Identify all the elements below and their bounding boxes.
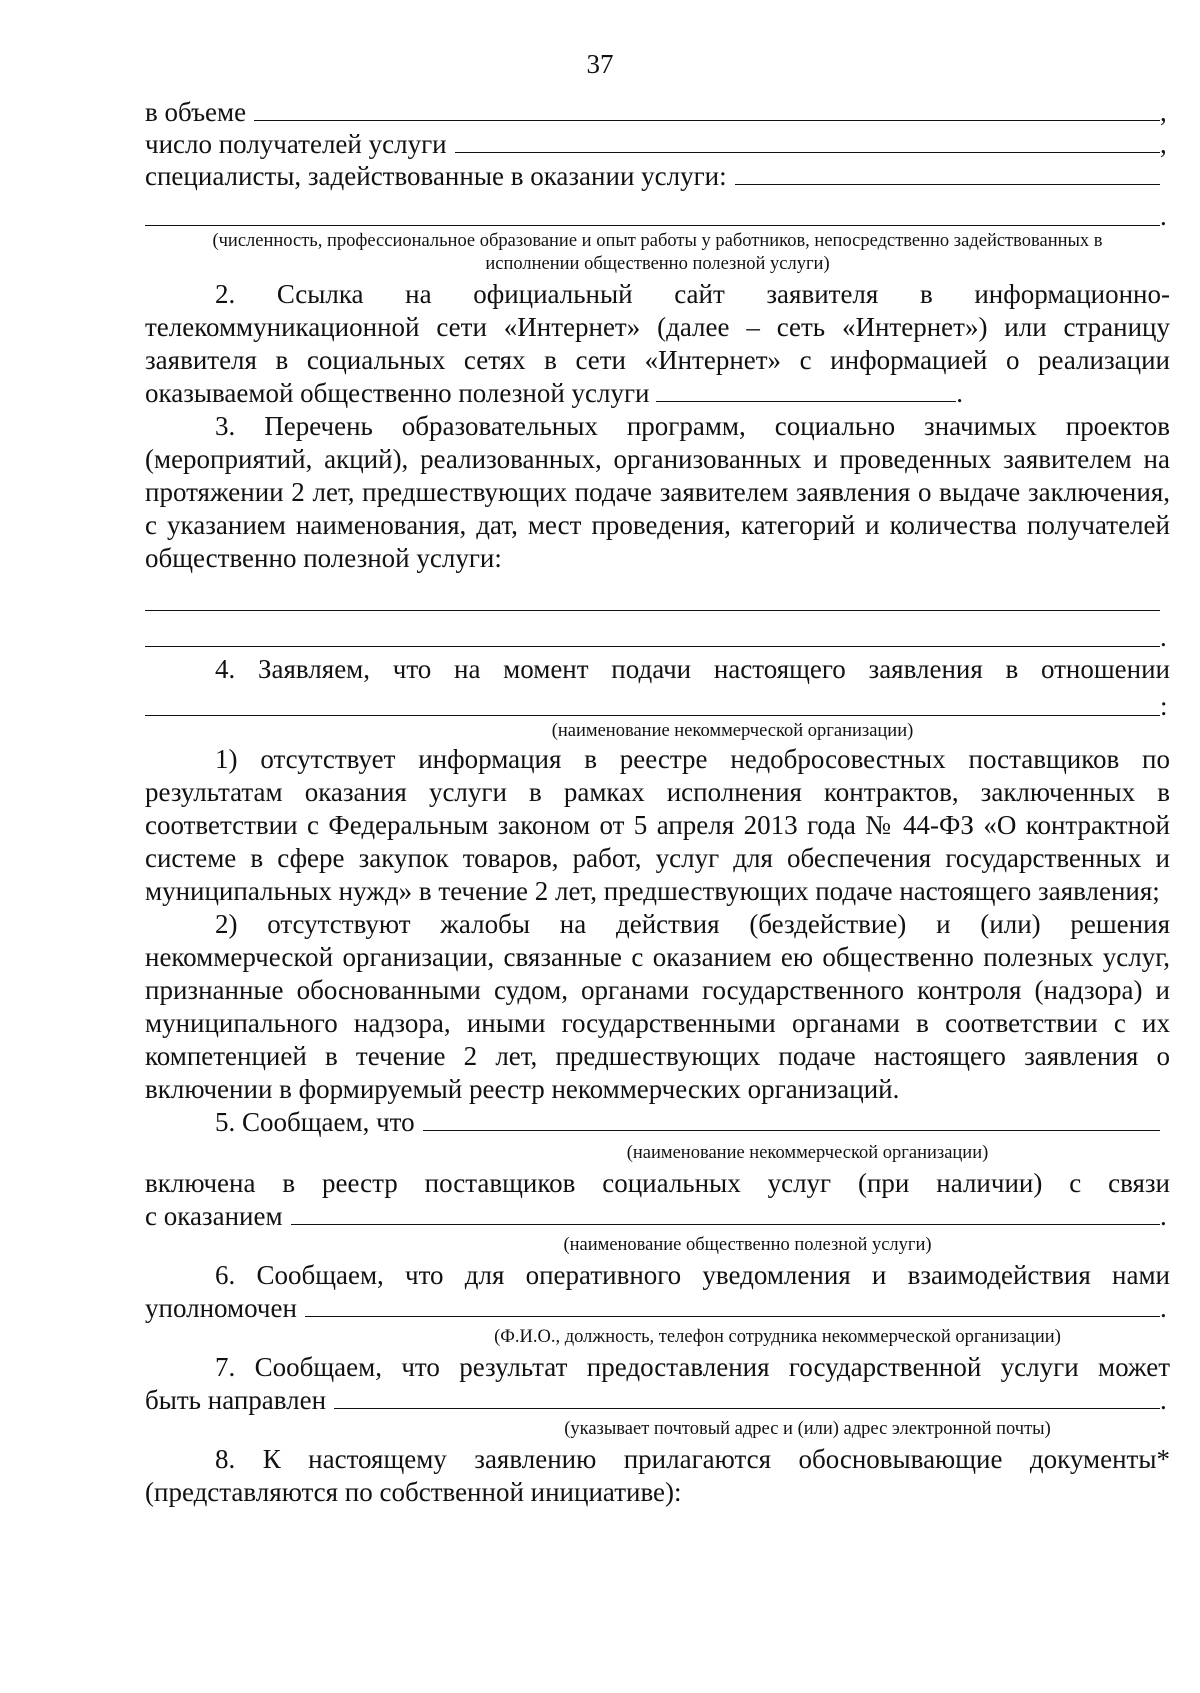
p2-text (145, 311, 1170, 410)
p3-text: 3. Перечень образовательных программ, социально значимых проектов (мероприятий, акций), реализованных, организованных и проведенных заявителем на протяжении 2 лет, предшествующих подаче заявителем заявления о выдаче заключения, с указанием наименования, дат, мест проведения, категорий и количества получателей общественно полезной услуги: (145, 411, 1170, 573)
p3-blank-line-2 (145, 617, 1170, 652)
p7-line2-row (145, 1384, 1170, 1416)
p8-line1: 8. К настоящему заявлению прилагаются обосновывающие документы* (215, 1444, 1170, 1474)
organization-caption: (наименование некоммерческой организации) (551, 721, 914, 741)
specialists-label: специалисты, задействованные в оказании услуги: (145, 161, 727, 191)
p5-caption2: (наименование общественно полезной услуги) (563, 1235, 932, 1255)
p2-rest: телекоммуникационной сети «Интернет» (далее – сеть «Интернет») или страницу заявителя в социальных сетях в сети «Интернет» с информацией о реализации оказываемой общественно полезной услуги (145, 312, 1170, 408)
period: . (1160, 201, 1167, 231)
recipients-label: число получателей услуги (145, 129, 447, 159)
website-link-blank[interactable] (656, 379, 956, 402)
p8-line2: (представляются по собственной инициативе): (145, 1477, 682, 1507)
specialists-blank-line-2 (145, 196, 1170, 231)
comma: , (1160, 97, 1167, 127)
service-blank[interactable] (291, 1200, 1160, 1225)
period: . (1160, 1201, 1167, 1231)
p5-lead: 5. Сообщаем, что (215, 1107, 415, 1137)
comma: , (1160, 129, 1167, 159)
p5-line3-label: с оказанием (145, 1201, 283, 1231)
p5-organization-blank[interactable] (423, 1106, 1160, 1131)
specialists-blank[interactable] (735, 160, 1160, 185)
p2-line1: 2. Ссылка на официальный сайт заявителя в информационно- (215, 279, 1170, 309)
recipients-field-row (145, 128, 1170, 160)
period: . (1160, 1385, 1167, 1415)
programs-blank-1[interactable] (145, 586, 1160, 611)
period: . (1160, 1293, 1167, 1323)
p6-line2-row (145, 1292, 1170, 1324)
volume-blank[interactable] (254, 96, 1160, 121)
volume-field-row (145, 96, 1170, 128)
programs-blank-2[interactable] (145, 622, 1160, 647)
organization-blank[interactable] (145, 691, 1160, 716)
specialists-blank-2[interactable] (145, 201, 1160, 226)
p6-caption: (Ф.И.О., должность, телефон сотрудника некоммерческой организации) (494, 1327, 1061, 1347)
specialists-field-row (145, 160, 1170, 192)
p5-line3-row (145, 1200, 1170, 1232)
p3-blank-line-1 (145, 581, 1170, 611)
period: . (956, 378, 964, 408)
recipients-blank[interactable] (455, 128, 1160, 153)
p4-item2: 2) отсутствуют жалобы на действия (бездействие) и (или) решения некоммерческой организации, связанные с оказанием ею общественно полезных услуг, признанные обоснованными судом, органами государственного контроля (надзора) и муниципального надзора, иными государственными органами в соответствии с их компетенцией в течение 2 лет, предшествующих подаче настоящего заявления о включении в формируемый реестр некоммерческих организаций. (145, 909, 1170, 1104)
p7-line1: 7. Сообщаем, что результат предоставления государственной услуги может (215, 1352, 1170, 1382)
p4-blank-line (145, 686, 1170, 721)
p5-caption1: (наименование некоммерческой организации) (626, 1143, 989, 1163)
volume-label: в объеме (145, 97, 247, 127)
form-body (145, 96, 1170, 1509)
p4-item1: 1) отсутствует информация в реестре недобросовестных поставщиков по результатам оказания услуги в рамках исполнения контрактов, заключенных в соответствии с Федеральным законом от 5 апреля 2013 года № 44-ФЗ «О контрактной системе в сфере закупок товаров, работ, услуг для обеспечения государственных и муниципальных нужд» в течение 2 лет, предшествующих подаче настоящего заявления; (145, 744, 1170, 906)
p7-caption: (указывает почтовый адрес и (или) адрес электронной почты) (564, 1419, 1051, 1439)
p6-line2-label: уполномочен (145, 1293, 297, 1323)
contact-person-blank[interactable] (305, 1292, 1160, 1317)
p7-line2-label: быть направлен (145, 1385, 327, 1415)
page-number: 37 (586, 49, 614, 79)
colon: : (1160, 691, 1168, 721)
p5-lead-row (145, 1106, 1170, 1140)
result-address-blank[interactable] (334, 1384, 1160, 1409)
specialists-caption: (численность, профессиональное образование и опыт работы у работников, непосредственно задействованных в исполнении общественно полезной услуги) (212, 231, 1103, 274)
p6-line1: 6. Сообщаем, что для оперативного уведомления и взаимодействия нами (215, 1260, 1170, 1290)
p5-line2: включена в реестр поставщиков социальных услуг (при наличии) с связи (145, 1168, 1170, 1198)
period: . (1160, 622, 1167, 652)
p4-text: 4. Заявляем, что на момент подачи настоящего заявления в отношении (215, 654, 1170, 684)
